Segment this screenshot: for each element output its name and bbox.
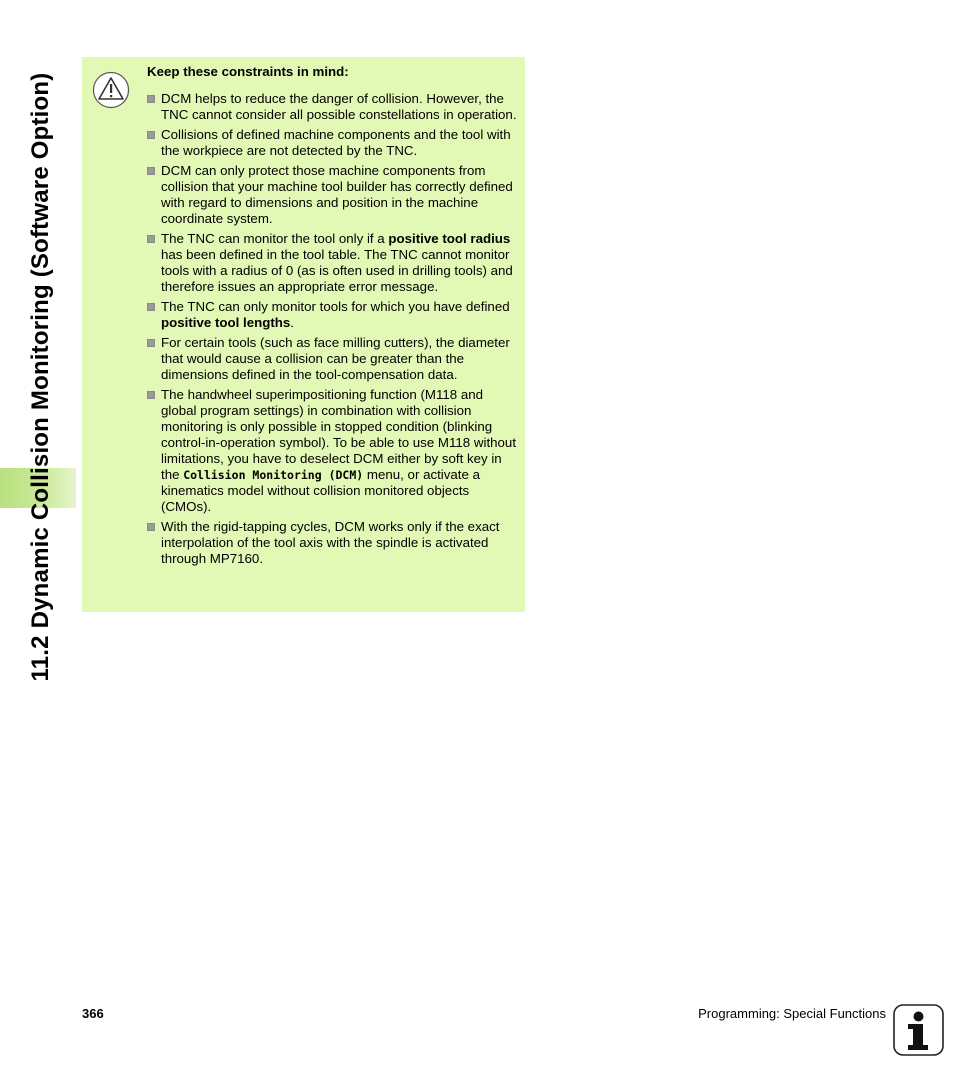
list-item bbox=[147, 519, 519, 567]
list-item-text: has been defined in the tool table. The TNC cannot monitor tools with a radius of 0 (as is often used in drilling tools) and therefore issues an appropriate error message. bbox=[161, 247, 513, 294]
square-bullet-icon bbox=[147, 95, 155, 103]
emphasized-term: positive tool radius bbox=[388, 231, 511, 246]
list-item bbox=[147, 299, 519, 331]
list-item-text: The TNC can only monitor tools for which you have defined bbox=[161, 299, 510, 314]
square-bullet-icon bbox=[147, 235, 155, 243]
warning-note-box bbox=[82, 57, 525, 612]
list-item-text: menu, or activate a kinematics model without collision monitored objects (CMOs). bbox=[161, 467, 480, 514]
square-bullet-icon bbox=[147, 523, 155, 531]
list-item-text: Collisions of defined machine components and the tool with the workpiece are not detected by the TNC. bbox=[161, 127, 511, 158]
list-item-text: The TNC can monitor the tool only if a bbox=[161, 231, 389, 246]
list-item bbox=[147, 91, 519, 123]
list-item-text: With the rigid-tapping cycles, DCM works only if the exact interpolation of the tool axis with the spindle is activated through MP7160. bbox=[161, 519, 500, 566]
constraints-list bbox=[147, 91, 519, 567]
note-content bbox=[147, 64, 519, 571]
list-item bbox=[147, 335, 519, 383]
square-bullet-icon bbox=[147, 167, 155, 175]
list-item bbox=[147, 127, 519, 159]
emphasized-term: positive tool lengths bbox=[161, 315, 291, 330]
list-item bbox=[147, 163, 519, 227]
chapter-footer-title: Programming: Special Functions bbox=[698, 1006, 886, 1021]
page-number: 366 bbox=[82, 1006, 104, 1021]
list-item-text: For certain tools (such as face milling cutters), the diameter that would cause a collision can be greater than the dimensions defined in the tool-compensation data. bbox=[161, 335, 510, 382]
list-item-text: The handwheel superimpositioning function (M118 and global program settings) in combination with collision monitoring is only possible in stopped condition (blinking control-in-operation symbol). To be able to use M118 without limitations, you have to deselect DCM either by soft key in the bbox=[161, 387, 517, 482]
info-icon bbox=[893, 1004, 944, 1056]
square-bullet-icon bbox=[147, 131, 155, 139]
note-heading: Keep these constraints in mind: bbox=[147, 64, 349, 79]
list-item bbox=[147, 231, 519, 295]
square-bullet-icon bbox=[147, 303, 155, 311]
square-bullet-icon bbox=[147, 339, 155, 347]
list-item-text: DCM helps to reduce the danger of collision. However, the TNC cannot consider all possible constellations in operation. bbox=[161, 91, 517, 122]
list-item-text: . bbox=[290, 315, 294, 330]
list-item bbox=[147, 387, 519, 515]
list-item-text: DCM can only protect those machine components from collision that your machine tool builder has correctly defined with regard to dimensions and position in the machine coordinate system. bbox=[161, 163, 513, 226]
chapter-side-title: 11.2 Dynamic Collision Monitoring (Software Option) bbox=[27, 72, 54, 682]
square-bullet-icon bbox=[147, 391, 155, 399]
softkey-menu-name: Collision Monitoring (DCM) bbox=[183, 468, 364, 482]
warning-triangle-icon bbox=[92, 71, 130, 109]
